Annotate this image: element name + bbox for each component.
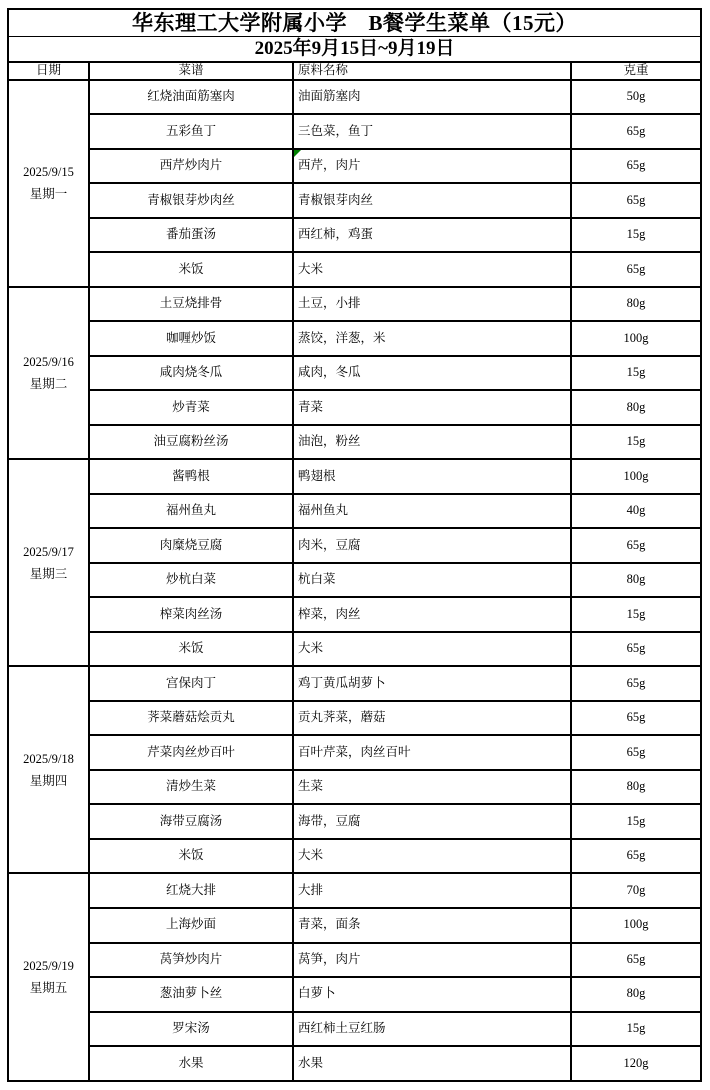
menu-row <box>8 735 701 770</box>
weight-cell: 65g <box>571 666 701 701</box>
menu-row <box>8 149 701 184</box>
ingredients-cell <box>293 804 571 839</box>
date-range-row <box>8 37 701 62</box>
weight-cell: 80g <box>571 390 701 425</box>
column-header-ingredients: 原料名称 <box>293 62 571 80</box>
ingredients-cell <box>293 666 571 701</box>
menu-row <box>8 1012 701 1047</box>
ingredients-text: 大米 <box>298 848 324 863</box>
column-header-date: 日期 <box>8 62 89 80</box>
dish-name-cell: 荠菜蘑菇烩贡丸 <box>89 701 293 736</box>
dish-name-cell: 酱鸭根 <box>89 459 293 494</box>
menu-row <box>8 873 701 908</box>
menu-row <box>8 528 701 563</box>
ingredients-cell <box>293 390 571 425</box>
dish-name-cell: 芹菜肉丝炒百叶 <box>89 735 293 770</box>
menu-row <box>8 494 701 529</box>
ingredients-cell <box>293 1012 571 1047</box>
menu-row <box>8 632 701 667</box>
weight-cell: 100g <box>571 459 701 494</box>
ingredients-text: 水果 <box>298 1055 324 1070</box>
menu-row <box>8 666 701 701</box>
dish-name-cell: 米饭 <box>89 252 293 287</box>
weight-cell: 65g <box>571 701 701 736</box>
dish-name-cell: 油豆腐粉丝汤 <box>89 425 293 460</box>
ingredients-text: 西芹，肉片 <box>298 158 361 173</box>
ingredients-text: 三色菜，鱼丁 <box>298 123 374 138</box>
dish-name-cell: 莴笋炒肉片 <box>89 943 293 978</box>
menu-row <box>8 459 701 494</box>
ingredients-text: 杭白菜 <box>298 572 336 587</box>
menu-row <box>8 839 701 874</box>
title-row <box>8 9 701 37</box>
ingredients-cell <box>293 149 571 184</box>
dish-name-cell: 水果 <box>89 1046 293 1081</box>
ingredients-cell <box>293 770 571 805</box>
weight-cell: 65g <box>571 183 701 218</box>
ingredients-cell <box>293 735 571 770</box>
weight-cell: 65g <box>571 735 701 770</box>
menu-table-body <box>8 80 701 1081</box>
weight-cell: 100g <box>571 321 701 356</box>
ingredients-cell <box>293 908 571 943</box>
weight-cell: 50g <box>571 80 701 115</box>
weight-cell: 65g <box>571 114 701 149</box>
ingredients-cell <box>293 459 571 494</box>
ingredients-text: 大米 <box>298 261 324 276</box>
ingredients-text: 大排 <box>298 882 324 897</box>
ingredients-cell <box>293 321 571 356</box>
dish-name-cell: 炒青菜 <box>89 390 293 425</box>
dish-name-cell: 红烧油面筋塞肉 <box>89 80 293 115</box>
weight-cell: 15g <box>571 804 701 839</box>
weight-cell: 120g <box>571 1046 701 1081</box>
ingredients-cell <box>293 494 571 529</box>
menu-row <box>8 287 701 322</box>
page-title: 华东理工大学附属小学 B餐学生菜单（15元） <box>8 9 701 37</box>
dish-name-cell: 炒杭白菜 <box>89 563 293 598</box>
dish-name-cell: 咖喱炒饭 <box>89 321 293 356</box>
ingredients-cell <box>293 80 571 115</box>
ingredients-cell <box>293 632 571 667</box>
dish-name-cell: 番茄蛋汤 <box>89 218 293 253</box>
date-value: 2025/9/18 <box>23 751 74 766</box>
menu-row <box>8 321 701 356</box>
ingredients-cell <box>293 114 571 149</box>
menu-row <box>8 390 701 425</box>
dish-name-cell: 罗宋汤 <box>89 1012 293 1047</box>
menu-row <box>8 701 701 736</box>
date-range: 2025年9月15日~9月19日 <box>8 37 701 62</box>
ingredients-cell <box>293 252 571 287</box>
weight-cell: 80g <box>571 977 701 1012</box>
weight-cell: 65g <box>571 943 701 978</box>
menu-row <box>8 356 701 391</box>
ingredients-cell <box>293 563 571 598</box>
menu-row <box>8 770 701 805</box>
weight-cell: 65g <box>571 528 701 563</box>
ingredients-cell <box>293 356 571 391</box>
weight-cell: 15g <box>571 597 701 632</box>
weekday-value: 星期二 <box>29 377 68 391</box>
menu-row <box>8 908 701 943</box>
dish-name-cell: 上海炒面 <box>89 908 293 943</box>
dish-name-cell: 米饭 <box>89 839 293 874</box>
ingredients-text: 油面筋塞肉 <box>298 89 361 104</box>
weight-cell: 15g <box>571 425 701 460</box>
dish-name-cell: 福州鱼丸 <box>89 494 293 529</box>
ingredients-text: 白萝卜 <box>298 986 336 1001</box>
dish-name-cell: 咸肉烧冬瓜 <box>89 356 293 391</box>
ingredients-text: 蒸饺，洋葱，米 <box>298 330 386 345</box>
weight-cell: 40g <box>571 494 701 529</box>
menu-row <box>8 943 701 978</box>
dish-name-cell: 宫保肉丁 <box>89 666 293 701</box>
weight-cell: 15g <box>571 1012 701 1047</box>
menu-row <box>8 218 701 253</box>
ingredients-text: 生菜 <box>298 779 324 794</box>
weight-cell: 15g <box>571 218 701 253</box>
weight-cell: 65g <box>571 632 701 667</box>
dish-name-cell: 肉糜烧豆腐 <box>89 528 293 563</box>
ingredients-cell <box>293 839 571 874</box>
weight-cell: 80g <box>571 287 701 322</box>
dish-name-cell: 青椒银芽炒肉丝 <box>89 183 293 218</box>
dish-name-cell: 葱油萝卜丝 <box>89 977 293 1012</box>
dish-name-cell: 五彩鱼丁 <box>89 114 293 149</box>
ingredients-text: 大米 <box>298 641 324 656</box>
ingredients-cell <box>293 287 571 322</box>
dish-name-cell: 土豆烧排骨 <box>89 287 293 322</box>
ingredients-text: 莴笋，肉片 <box>298 951 361 966</box>
ingredients-text: 咸肉，冬瓜 <box>298 365 361 380</box>
ingredients-text: 西红柿，鸡蛋 <box>298 227 374 242</box>
ingredients-text: 百叶芹菜，肉丝百叶 <box>298 744 411 759</box>
menu-row <box>8 425 701 460</box>
weekday-value: 星期一 <box>29 187 68 202</box>
ingredients-text: 油泡，粉丝 <box>298 434 361 449</box>
date-cell <box>8 80 89 287</box>
date-value: 2025/9/17 <box>23 544 74 559</box>
ingredients-cell <box>293 977 571 1012</box>
menu-row <box>8 1046 701 1081</box>
weight-cell: 65g <box>571 149 701 184</box>
green-triangle-marker-icon <box>294 150 301 157</box>
ingredients-text: 鸭翅根 <box>298 468 336 483</box>
ingredients-cell <box>293 425 571 460</box>
date-cell <box>8 287 89 460</box>
menu-row <box>8 597 701 632</box>
dish-name-cell: 清炒生菜 <box>89 770 293 805</box>
ingredients-cell <box>293 597 571 632</box>
menu-row <box>8 804 701 839</box>
ingredients-cell <box>293 873 571 908</box>
ingredients-text: 贡丸荠菜，蘑菇 <box>298 710 386 725</box>
ingredients-cell <box>293 528 571 563</box>
menu-row <box>8 183 701 218</box>
weekday-value: 星期五 <box>29 981 68 996</box>
weekday-value: 星期三 <box>29 566 68 581</box>
menu-table <box>7 8 702 1082</box>
dish-name-cell: 米饭 <box>89 632 293 667</box>
ingredients-text: 榨菜，肉丝 <box>298 606 361 621</box>
weight-cell: 80g <box>571 563 701 598</box>
menu-row <box>8 977 701 1012</box>
weight-cell: 15g <box>571 356 701 391</box>
ingredients-cell <box>293 183 571 218</box>
menu-row <box>8 563 701 598</box>
dish-name-cell: 海带豆腐汤 <box>89 804 293 839</box>
ingredients-text: 青椒银芽肉丝 <box>298 192 374 207</box>
menu-row <box>8 252 701 287</box>
date-value: 2025/9/19 <box>23 959 74 974</box>
column-header-row <box>8 62 701 80</box>
ingredients-text: 青菜 <box>298 399 324 414</box>
weight-cell: 65g <box>571 252 701 287</box>
ingredients-text: 土豆，小排 <box>298 296 361 311</box>
weekday-value: 星期四 <box>29 773 68 788</box>
dish-name-cell: 榨菜肉丝汤 <box>89 597 293 632</box>
date-value: 2025/9/16 <box>23 355 74 369</box>
date-cell <box>8 873 89 1081</box>
weight-cell: 100g <box>571 908 701 943</box>
ingredients-text: 肉米，豆腐 <box>298 537 361 552</box>
ingredients-cell <box>293 943 571 978</box>
ingredients-text: 西红柿土豆红肠 <box>298 1020 386 1035</box>
date-cell <box>8 666 89 873</box>
menu-row <box>8 114 701 149</box>
weight-cell: 80g <box>571 770 701 805</box>
weight-cell: 65g <box>571 839 701 874</box>
ingredients-cell <box>293 218 571 253</box>
ingredients-cell <box>293 701 571 736</box>
ingredients-text: 青菜，面条 <box>298 917 361 932</box>
ingredients-text: 鸡丁黄瓜胡萝卜 <box>298 675 386 690</box>
weight-cell: 70g <box>571 873 701 908</box>
date-value: 2025/9/15 <box>23 165 74 180</box>
menu-row <box>8 80 701 115</box>
dish-name-cell: 西芹炒肉片 <box>89 149 293 184</box>
column-header-weight: 克重 <box>571 62 701 80</box>
column-header-dish: 菜谱 <box>89 62 293 80</box>
ingredients-text: 福州鱼丸 <box>298 503 349 518</box>
ingredients-cell <box>293 1046 571 1081</box>
dish-name-cell: 红烧大排 <box>89 873 293 908</box>
date-cell <box>8 459 89 666</box>
ingredients-text: 海带，豆腐 <box>298 813 361 828</box>
